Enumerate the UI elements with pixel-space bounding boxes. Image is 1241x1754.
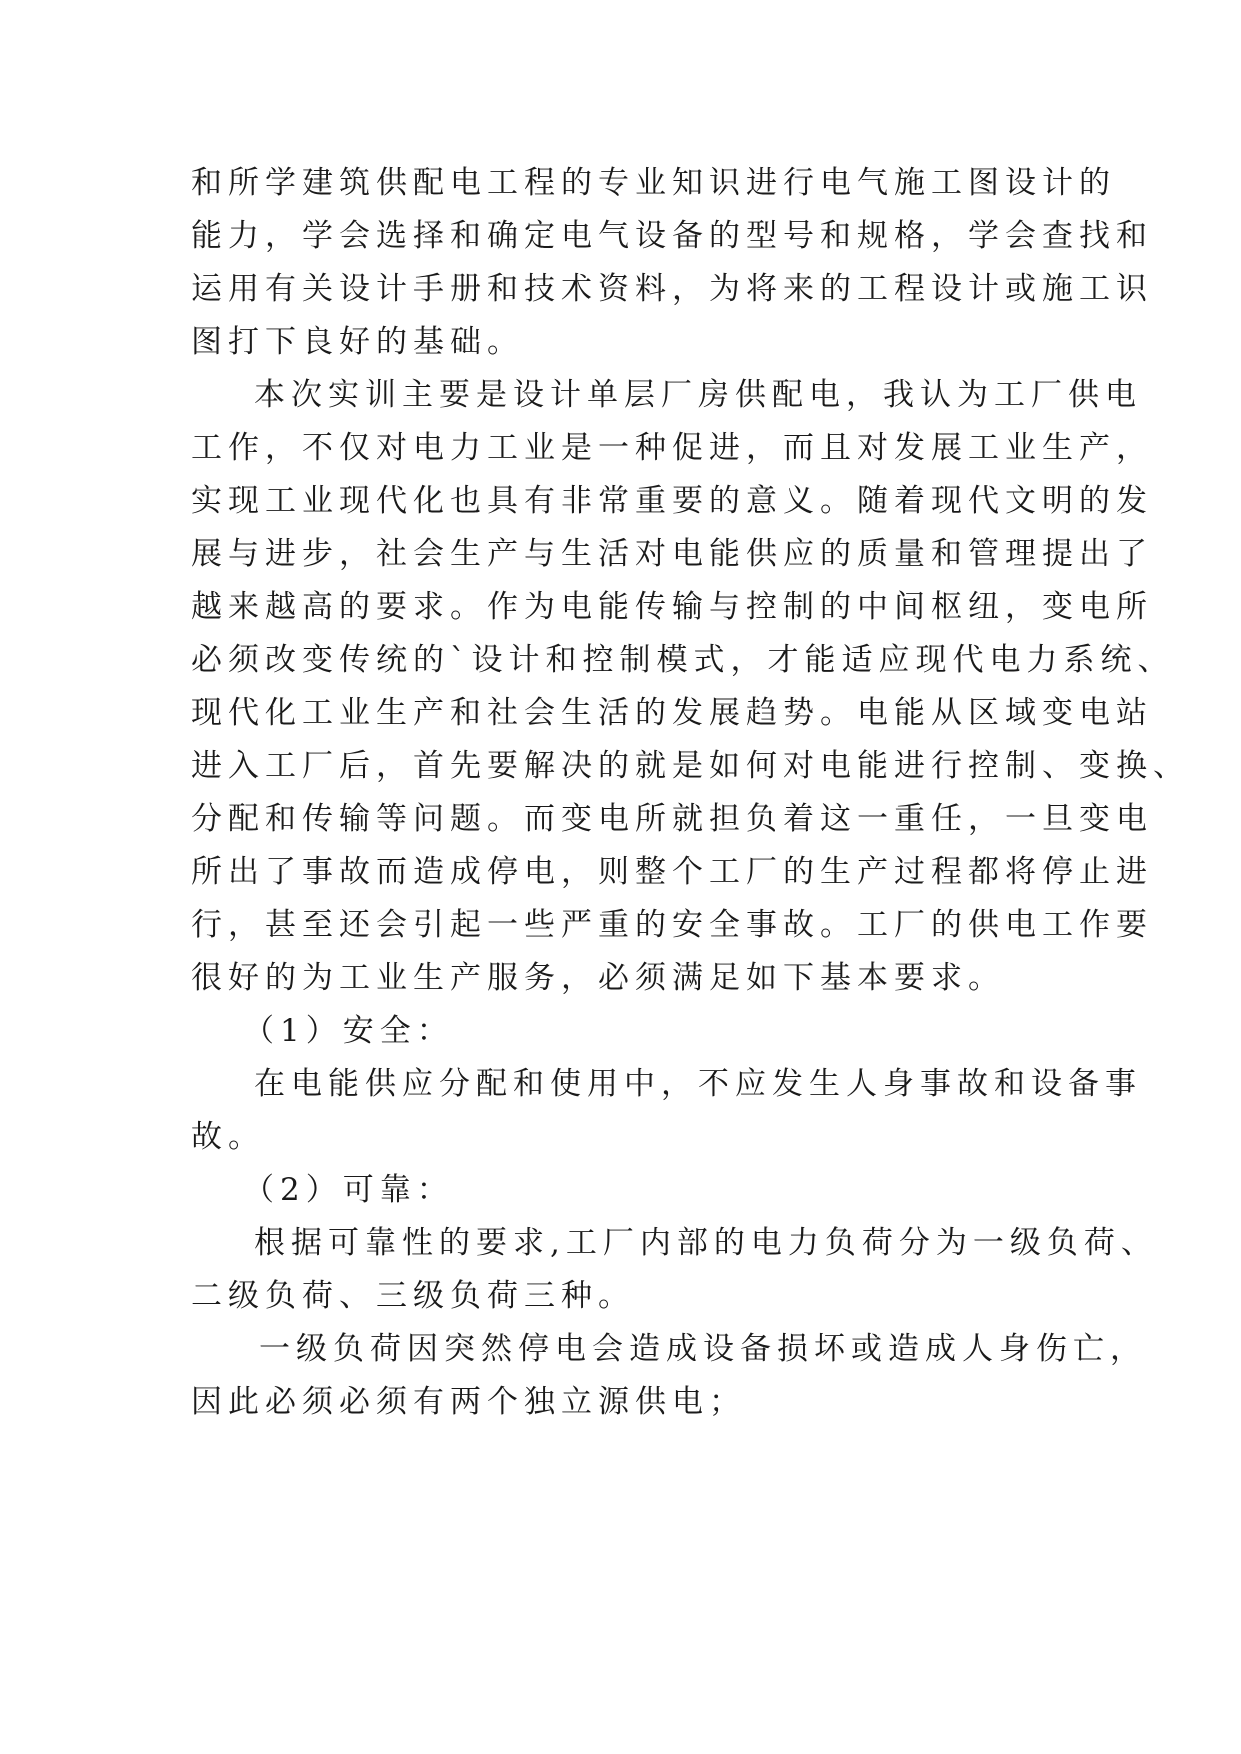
text-line: 越来越高的要求。作为电能传输与控制的中间枢纽，变电所 — [191, 589, 1153, 625]
text-line: 图打下良好的基础。 — [191, 324, 524, 360]
text-line: 现代化工业生产和社会生活的发展趋势。电能从区域变电站 — [191, 695, 1153, 731]
list-heading: （2）可靠： — [243, 1172, 454, 1208]
text-line: 和所学建筑供配电工程的专业知识进行电气施工图设计的 — [191, 165, 1116, 201]
text-line: 工作，不仅对电力工业是一种促进，而且对发展工业生产， — [191, 430, 1153, 466]
text-line: 所出了事故而造成停电，则整个工厂的生产过程都将停止进 — [191, 854, 1153, 890]
text-line: 进入工厂后，首先要解决的就是如何对电能进行控制、变换、 — [191, 748, 1190, 784]
text-line: 行，甚至还会引起一些严重的安全事故。工厂的供电工作要 — [191, 907, 1153, 943]
text-line: 能力，学会选择和确定电气设备的型号和规格，学会查找和 — [191, 218, 1153, 254]
text-line: 二级负荷、三级负荷三种。 — [191, 1278, 635, 1314]
text-line: 运用有关设计手册和技术资料，为将来的工程设计或施工识 — [191, 271, 1153, 307]
list-heading: （1）安全： — [243, 1013, 454, 1049]
text-line: 一级负荷因突然停电会造成设备损坏或造成人身伤亡， — [259, 1331, 1147, 1367]
text-line: 展与进步，社会生产与生活对电能供应的质量和管理提出了 — [191, 536, 1153, 572]
text-line: 故。 — [191, 1119, 265, 1155]
text-line: 必须改变传统的`设计和控制模式，才能适应现代电力系统、 — [191, 642, 1175, 678]
text-line: 实现工业现代化也具有非常重要的意义。随着现代文明的发 — [191, 483, 1153, 519]
text-line: 在电能供应分配和使用中，不应发生人身事故和设备事 — [254, 1066, 1142, 1102]
text-line: 本次实训主要是设计单层厂房供配电，我认为工厂供电 — [254, 377, 1142, 413]
text-line: 根据可靠性的要求,工厂内部的电力负荷分为一级负荷、 — [254, 1225, 1158, 1261]
text-line: 很好的为工业生产服务，必须满足如下基本要求。 — [191, 960, 1005, 996]
text-line: 因此必须必须有两个独立源供电； — [191, 1384, 746, 1420]
text-line: 分配和传输等问题。而变电所就担负着这一重任，一旦变电 — [191, 801, 1153, 837]
